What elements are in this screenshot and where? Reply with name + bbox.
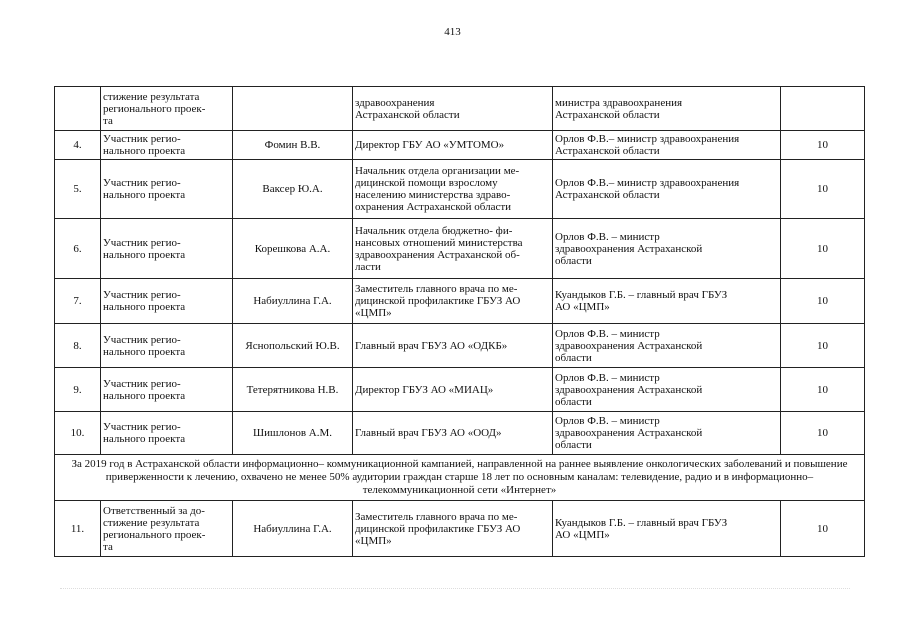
row-role: Участник регио- нального проекта [101,160,233,219]
table-row [55,279,865,324]
row-role: стижение результата регионального проек- та [101,87,233,131]
row-name: Ваксер Ю.А. [233,160,353,219]
row-score: 10 [781,160,865,219]
row-position: Директор ГБУ АО «УМТОМО» [353,131,553,160]
row-name: Фомин В.В. [233,131,353,160]
row-score [781,87,865,131]
row-supervisor: Орлов Ф.В. – министр здравоохранения Астраханской области [553,412,781,455]
row-supervisor: министра здравоохранения Астраханской области [553,87,781,131]
row-role: Участник регио- нального проекта [101,131,233,160]
row-role: Участник регио- нального проекта [101,368,233,412]
table-row [55,87,865,131]
table-row [55,368,865,412]
row-position: Директор ГБУЗ АО «МИАЦ» [353,368,553,412]
table-row [55,501,865,557]
table-row [55,412,865,455]
row-position: Начальник отдела бюджетно- фи- нансовых отношений министерства здравоохранения Астраханской об- ласти [353,219,553,279]
row-position: Заместитель главного врача по ме- дицинской профилактике ГБУЗ АО «ЦМП» [353,279,553,324]
row-supervisor: Орлов Ф.В.– министр здравоохранения Астраханской области [553,131,781,160]
row-score: 10 [781,131,865,160]
row-score: 10 [781,368,865,412]
row-number: 8. [55,324,101,368]
row-supervisor: Орлов Ф.В. – министр здравоохранения Астраханской области [553,219,781,279]
row-number [55,87,101,131]
row-name: Шишлонов А.М. [233,412,353,455]
row-supervisor: Куандыков Г.Б. – главный врач ГБУЗ АО «ЦМП» [553,279,781,324]
row-role: Участник регио- нального проекта [101,219,233,279]
row-supervisor: Орлов Ф.В. – министр здравоохранения Астраханской области [553,368,781,412]
row-name: Корешкова А.А. [233,219,353,279]
table-row [55,131,865,160]
row-supervisor: Куандыков Г.Б. – главный врач ГБУЗ АО «ЦМП» [553,501,781,557]
row-number: 4. [55,131,101,160]
row-score: 10 [781,412,865,455]
row-position: Заместитель главного врача по ме- дицинской профилактике ГБУЗ АО «ЦМП» [353,501,553,557]
row-name: Набиуллина Г.А. [233,279,353,324]
scan-artifact-line [60,588,850,589]
project-participants-table [54,86,865,557]
row-role: Участник регио- нального проекта [101,279,233,324]
row-score: 10 [781,501,865,557]
row-number: 7. [55,279,101,324]
row-supervisor: Орлов Ф.В.– министр здравоохранения Астраханской области [553,160,781,219]
row-score: 10 [781,279,865,324]
row-role: Участник регио- нального проекта [101,412,233,455]
row-role: Ответственный за до- стижение результата регионального проек- та [101,501,233,557]
row-number: 10. [55,412,101,455]
row-score: 10 [781,219,865,279]
table-row [55,160,865,219]
row-position: Главный врач ГБУЗ АО «ООД» [353,412,553,455]
row-name: Яснопольский Ю.В. [233,324,353,368]
row-position: здравоохранения Астраханской области [353,87,553,131]
result-description: За 2019 год в Астраханской области информационно– коммуникационной кампанией, направленной на раннее выявление онкологических заболеваний и повышение приверженности к лечению, охвачено не менее 50% аудитории граждан старше 18 лет по основным каналам: телевидение, радио и в информационно– телекоммуникационной сети «Интернет» [55,455,865,501]
row-number: 6. [55,219,101,279]
row-supervisor: Орлов Ф.В. – министр здравоохранения Астраханской области [553,324,781,368]
row-position: Главный врач ГБУЗ АО «ОДКБ» [353,324,553,368]
row-name: Тетерятникова Н.В. [233,368,353,412]
page-number: 413 [444,26,461,38]
row-number: 11. [55,501,101,557]
row-score: 10 [781,324,865,368]
table-row [55,219,865,279]
row-number: 9. [55,368,101,412]
row-name: Набиуллина Г.А. [233,501,353,557]
row-position: Начальник отдела организации ме- дицинской помощи взрослому населению министерства здраво- охранения Астраханской области [353,160,553,219]
table-row [55,324,865,368]
result-row [55,455,865,501]
row-number: 5. [55,160,101,219]
row-name [233,87,353,131]
row-role: Участник регио- нального проекта [101,324,233,368]
